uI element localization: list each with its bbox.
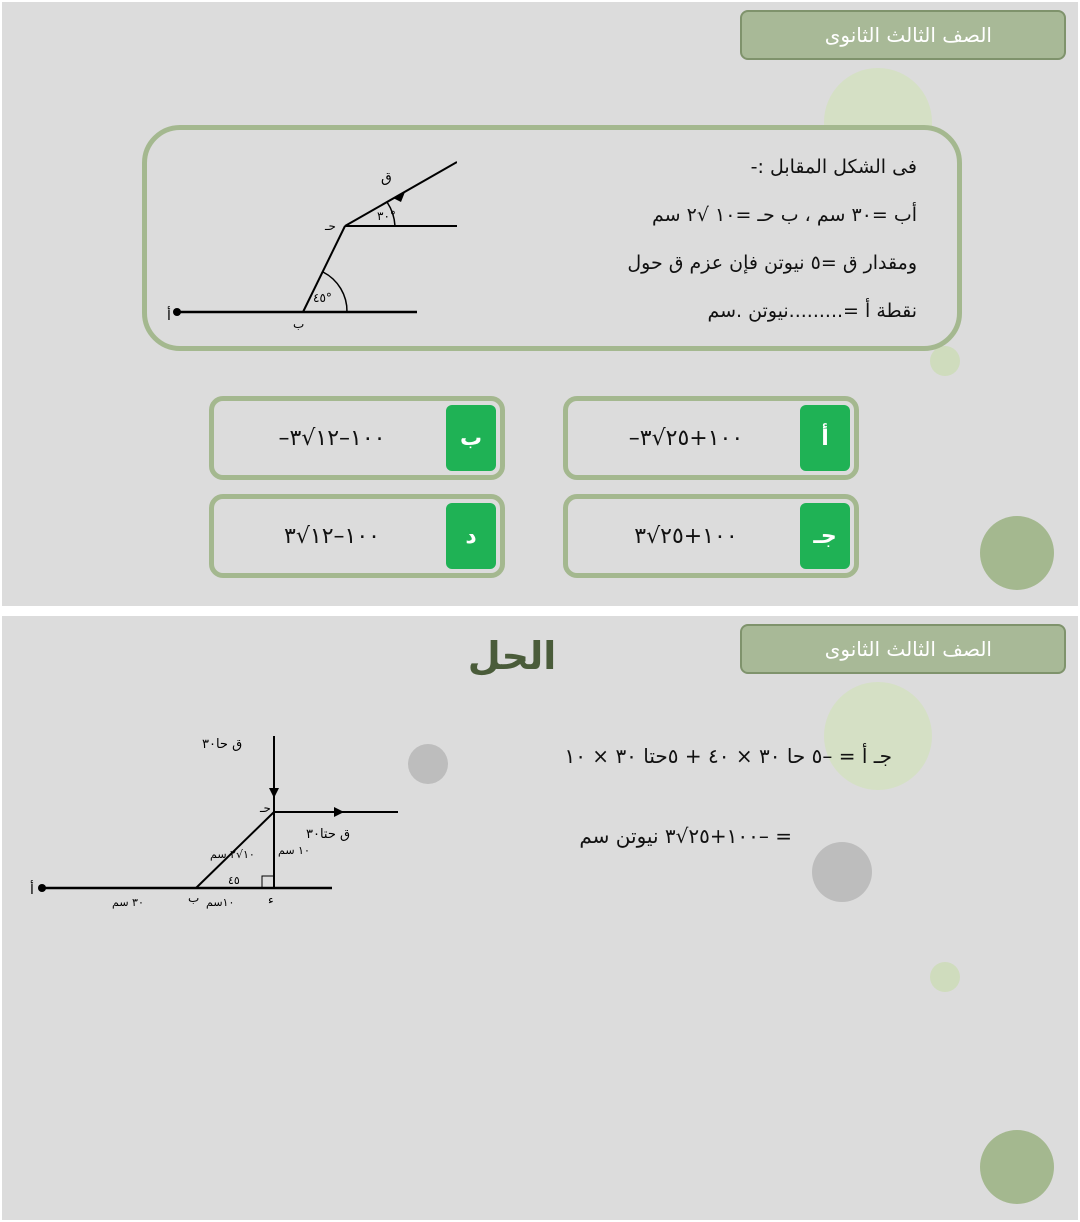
solution-line: جـ أ = –٥ حا ٣٠ × ٤٠ + ٥حتا ٣٠ × ١٠ (564, 744, 892, 768)
solution-diagram (16, 726, 408, 918)
option-letter: جـ (800, 503, 850, 569)
bd-label: ١٠سم (206, 896, 235, 909)
decor-circle (930, 962, 960, 992)
solution-line: = –١٠٠+٢٥√٣ نيوتن سم (579, 824, 792, 848)
question-diagram (165, 160, 457, 332)
solution-title: الحل (467, 634, 557, 678)
ab-label: ٣٠ سم (112, 896, 144, 909)
option-letter: أ (800, 405, 850, 471)
option-c[interactable] (563, 494, 859, 578)
label-b: ب (188, 891, 200, 905)
option-value: –١٠٠–١٢√٣ (278, 425, 386, 451)
decor-circle (980, 1130, 1054, 1204)
label-b: ب (293, 317, 305, 331)
question-box (142, 125, 962, 351)
diag-label: ١٠√٢ سم (210, 848, 255, 861)
decor-circle (812, 842, 872, 902)
label-c: حـ (260, 801, 271, 815)
vertical-arrow-icon (269, 788, 279, 798)
option-letter: ب (446, 405, 496, 471)
horizontal-arrow-icon (334, 807, 344, 817)
point-a (38, 884, 46, 892)
question-line: فى الشكل المقابل :- (750, 156, 917, 178)
question-line: أب =٣٠ سم ، ب حـ =١٠ √٢ سم (652, 204, 917, 226)
angle-bottom-label: ٤٥° (313, 291, 332, 305)
angle-label: ٤٥ (228, 874, 240, 887)
grade-badge (740, 10, 1066, 60)
label-a: أ (167, 308, 171, 324)
option-value: ١٠٠+٢٥√٣ (634, 523, 738, 549)
point-a (173, 308, 181, 316)
solution-slide (2, 616, 1078, 1220)
label-c: حـ (325, 219, 336, 233)
question-text (517, 158, 917, 350)
sin-label: ق حا٣٠ (202, 737, 243, 752)
angle-top-label: ٣٠° (377, 209, 396, 223)
right-angle-mark (262, 876, 274, 888)
option-value: –١٠٠+٢٥√٣ (628, 425, 744, 451)
cos-label: ق حتا٣٠ (306, 827, 351, 842)
force-label: ق (381, 170, 392, 186)
option-a[interactable] (563, 396, 859, 480)
vert-label: ١٠ سم (278, 844, 310, 857)
option-b[interactable] (209, 396, 505, 480)
grade-label: الصف الثالث الثانوى (824, 23, 992, 47)
decor-circle (930, 346, 960, 376)
slide-divider (0, 607, 1080, 615)
grade-badge (740, 624, 1066, 674)
label-a: أ (30, 882, 34, 898)
option-d[interactable] (209, 494, 505, 578)
option-letter: د (446, 503, 496, 569)
question-line: ومقدار ق =٥ نيوتن فإن عزم ق حول (627, 252, 917, 274)
question-slide (2, 2, 1078, 606)
question-line: نقطة أ =.........نيوتن .سم (707, 300, 917, 322)
label-d: ء (268, 893, 274, 907)
decor-circle (980, 516, 1054, 590)
grade-label: الصف الثالث الثانوى (824, 637, 992, 661)
option-value: ١٠٠–١٢√٣ (284, 523, 380, 549)
